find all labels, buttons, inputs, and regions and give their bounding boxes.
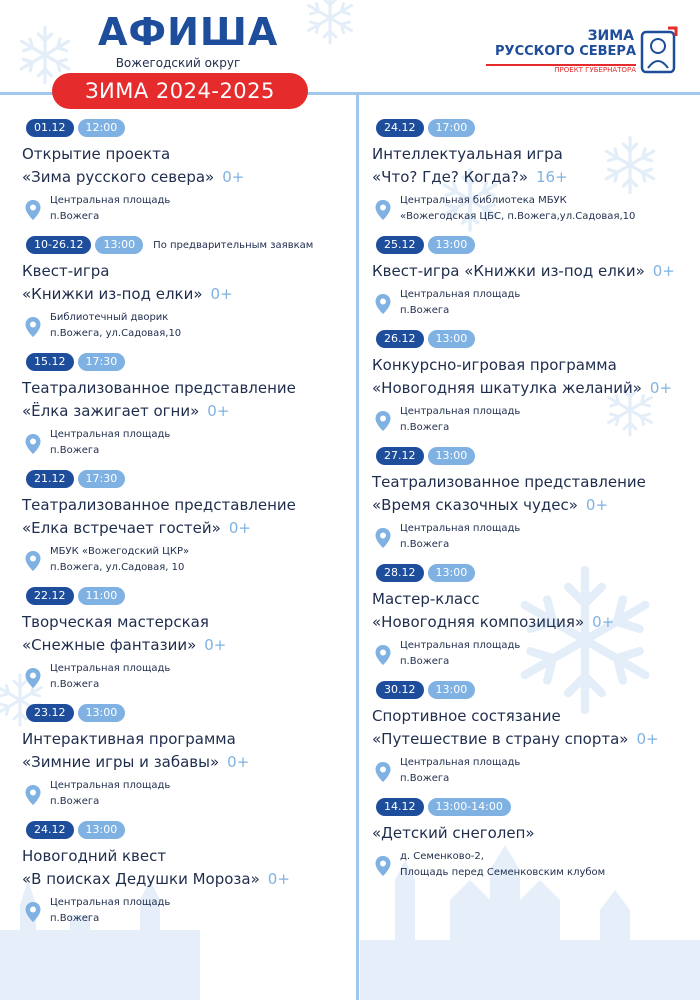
event-name-line — [372, 471, 700, 494]
event-name-text: Новогодний квест — [22, 847, 167, 865]
event-name-line — [372, 166, 700, 189]
event-name-line — [22, 494, 362, 517]
event-name-text: Театрализованное представление — [22, 379, 296, 397]
event-badges — [376, 329, 700, 349]
age-rating: 0+ — [585, 496, 609, 514]
location-pin-icon — [374, 855, 392, 877]
event-date-badge: 21.12 — [26, 470, 74, 488]
location-line: Площадь перед Семенковским клубом — [400, 867, 606, 878]
age-rating: 0+ — [207, 402, 230, 420]
event-name-line — [22, 517, 362, 540]
event-name-text: «Время сказочных чудес» — [372, 496, 578, 514]
event-card — [372, 235, 700, 319]
location-pin-icon — [24, 901, 42, 923]
event-location — [372, 404, 700, 436]
age-rating: 0+ — [267, 870, 290, 888]
event-name — [22, 611, 362, 657]
location-line: Центральная площадь — [400, 640, 521, 651]
location-line: п.Вожега — [50, 679, 100, 690]
event-name-text: «Новогодняя композиция» — [372, 613, 585, 631]
event-name-line — [22, 400, 362, 423]
event-badges — [376, 446, 700, 466]
event-name-text: Творческая мастерская — [22, 613, 209, 631]
location-line: п.Вожега — [50, 445, 100, 456]
event-badges — [26, 703, 362, 723]
age-rating: 0+ — [652, 262, 675, 280]
event-name-line — [22, 728, 362, 751]
event-name-line — [372, 260, 700, 283]
location-line: д. Семенково-2, — [400, 851, 484, 862]
event-badges — [376, 680, 700, 700]
page-subtitle: Вожегодский округ — [115, 56, 241, 70]
age-rating: 0+ — [204, 636, 227, 654]
event-date-badge: 23.12 — [26, 704, 74, 722]
event-name — [22, 377, 362, 423]
event-location — [22, 895, 362, 927]
event-name-line — [22, 634, 362, 657]
event-location — [22, 310, 362, 342]
location-pin-icon — [374, 410, 392, 432]
event-card — [22, 118, 362, 225]
event-time-badge: 17:00 — [428, 119, 476, 137]
event-location — [372, 287, 700, 319]
location-pin-icon — [374, 527, 392, 549]
event-time-badge: 13:00 — [78, 821, 126, 839]
event-name-line — [22, 845, 362, 868]
age-rating: 0+ — [228, 519, 251, 537]
event-name — [22, 728, 362, 774]
location-line: п.Вожега — [50, 796, 100, 807]
location-pin-icon — [24, 199, 42, 221]
age-rating: 0+ — [222, 168, 245, 186]
event-name — [372, 354, 700, 400]
location-line: Центральная площадь — [400, 289, 521, 300]
event-name-text: Конкурсно-игровая программа — [372, 356, 617, 374]
event-location — [22, 661, 362, 693]
event-date-badge: 30.12 — [376, 681, 424, 699]
event-badges — [26, 235, 362, 255]
event-badges — [376, 118, 700, 138]
event-card — [372, 680, 700, 787]
event-badges — [376, 563, 700, 583]
location-line: п.Вожега — [400, 773, 450, 784]
location-pin-icon — [374, 293, 392, 315]
location-pin-icon — [374, 644, 392, 666]
event-card — [22, 235, 362, 342]
event-name — [372, 260, 700, 283]
event-name-text: Спортивное состязание — [372, 707, 561, 725]
age-rating: 0+ — [636, 730, 659, 748]
event-card — [22, 352, 362, 459]
portrait-icon — [638, 26, 678, 74]
event-time-badge: 13:00 — [428, 447, 476, 465]
location-line: п.Вожега — [50, 211, 100, 222]
event-card — [22, 469, 362, 576]
event-name-text: Мастер-класс — [372, 590, 480, 608]
event-name — [372, 471, 700, 517]
location-line: Центральная площадь — [400, 406, 521, 417]
event-time-badge: 11:00 — [78, 587, 126, 605]
age-rating: 0+ — [210, 285, 233, 303]
header — [0, 0, 700, 110]
event-date-badge: 14.12 — [376, 798, 424, 816]
location-line: Библиотечный дворик — [50, 312, 169, 323]
event-location — [372, 638, 700, 670]
age-rating: 16+ — [536, 168, 568, 186]
event-card — [372, 563, 700, 670]
event-time-badge: 17:30 — [78, 353, 126, 371]
event-name — [22, 845, 362, 891]
event-time-badge: 13:00 — [428, 236, 476, 254]
event-location — [22, 778, 362, 810]
location-pin-icon — [24, 667, 42, 689]
location-line: Центральная площадь — [50, 195, 171, 206]
event-badges — [26, 469, 362, 489]
event-card — [372, 329, 700, 436]
event-date-badge: 10-26.12 — [26, 236, 91, 254]
location-line: п.Вожега — [400, 656, 450, 667]
event-name-text: Театрализованное представление — [372, 473, 646, 491]
location-line: Центральная библиотека МБУК — [400, 195, 567, 206]
event-card — [22, 586, 362, 693]
logo-line-1: ЗИМА — [587, 28, 634, 44]
event-badges — [26, 820, 362, 840]
page-title: АФИША — [98, 10, 279, 54]
event-name — [372, 705, 700, 751]
location-line: Центральная площадь — [400, 523, 521, 534]
location-line: п.Вожега, ул.Садовая,10 — [50, 328, 182, 339]
location-pin-icon — [374, 199, 392, 221]
event-name-line — [372, 611, 700, 634]
event-time-badge: 13:00 — [95, 236, 143, 254]
events-column-right — [372, 118, 700, 891]
event-time-badge: 13:00 — [428, 330, 476, 348]
location-pin-icon — [24, 550, 42, 572]
location-line: п.Вожега — [50, 913, 100, 924]
event-location — [22, 427, 362, 459]
event-name-text: «Елка встречает гостей» — [22, 519, 221, 537]
event-date-badge: 25.12 — [376, 236, 424, 254]
event-name — [22, 494, 362, 540]
event-location — [22, 544, 362, 576]
event-date-badge: 28.12 — [376, 564, 424, 582]
event-card — [372, 797, 700, 881]
event-time-badge: 13:00 — [428, 564, 476, 582]
location-pin-icon — [24, 433, 42, 455]
event-name-line — [22, 166, 362, 189]
event-name-text: «Новогодняя шкатулка желаний» — [372, 379, 642, 397]
location-line: Центральная площадь — [50, 897, 171, 908]
event-name-text: Квест-игра «Книжки из-под елки» — [372, 262, 645, 280]
event-name-line — [22, 611, 362, 634]
location-line: Центральная площадь — [400, 757, 521, 768]
event-time-badge: 17:30 — [78, 470, 126, 488]
season-banner: ЗИМА 2024-2025 — [52, 73, 308, 109]
event-time-badge: 13:00 — [78, 704, 126, 722]
event-badges — [26, 352, 362, 372]
event-name-line — [372, 143, 700, 166]
location-pin-icon — [24, 784, 42, 806]
event-time-badge: 13:00 — [428, 681, 476, 699]
event-name-text: Открытие проекта — [22, 145, 171, 163]
location-line: Центральная площадь — [50, 429, 171, 440]
logo-line-2: РУССКОГО СЕВЕРА — [495, 44, 636, 59]
event-card — [372, 446, 700, 553]
event-location — [372, 849, 700, 881]
event-date-badge: 01.12 — [26, 119, 74, 137]
event-card — [372, 118, 700, 225]
location-pin-icon — [24, 316, 42, 338]
event-name-text: «В поисках Дедушки Мороза» — [22, 870, 260, 888]
event-name-text: «Путешествие в страну спорта» — [372, 730, 629, 748]
event-name — [372, 588, 700, 634]
event-name-line — [372, 588, 700, 611]
age-rating: 0+ — [649, 379, 673, 397]
age-rating: 0+ — [592, 613, 615, 631]
event-name-line — [22, 377, 362, 400]
event-name-text: «Детский снеголеп» — [372, 824, 535, 842]
event-badges — [26, 118, 362, 138]
event-name-line — [22, 143, 362, 166]
event-name — [22, 143, 362, 189]
event-card — [22, 703, 362, 810]
event-time-badge: 13:00-14:00 — [428, 798, 511, 816]
event-date-badge: 24.12 — [26, 821, 74, 839]
event-location — [372, 193, 700, 225]
location-line: МБУК «Вожегодский ЦКР» — [50, 546, 190, 557]
event-date-badge: 15.12 — [26, 353, 74, 371]
event-name-text: «Ёлка зажигает огни» — [22, 402, 200, 420]
event-name-line — [22, 868, 362, 891]
event-name-line — [372, 705, 700, 728]
event-date-badge: 26.12 — [376, 330, 424, 348]
event-date-badge: 22.12 — [26, 587, 74, 605]
location-line: Центральная площадь — [50, 780, 171, 791]
event-name-line — [372, 377, 700, 400]
event-badges — [376, 235, 700, 255]
event-note: По предварительным заявкам — [153, 239, 314, 251]
location-line: п.Вожега — [400, 539, 450, 550]
event-location — [22, 193, 362, 225]
event-name-line — [22, 260, 362, 283]
event-name — [22, 260, 362, 306]
event-name-line — [22, 283, 362, 306]
event-card — [22, 820, 362, 927]
event-time-badge: 12:00 — [78, 119, 126, 137]
event-name — [372, 822, 700, 845]
event-name-text: Интерактивная программа — [22, 730, 236, 748]
event-date-badge: 27.12 — [376, 447, 424, 465]
location-line: п.Вожега — [400, 422, 450, 433]
event-name-text: Интеллектуальная игра — [372, 145, 563, 163]
location-line: п.Вожега, ул.Садовая, 10 — [50, 562, 185, 573]
event-name-text: Квест-игра — [22, 262, 110, 280]
event-date-badge: 24.12 — [376, 119, 424, 137]
event-name-text: «Что? Где? Когда?» — [372, 168, 528, 186]
event-name-line — [372, 354, 700, 377]
events-column-left — [22, 118, 362, 937]
project-logo — [484, 26, 684, 76]
event-badges — [26, 586, 362, 606]
event-location — [372, 755, 700, 787]
event-name — [372, 143, 700, 189]
event-location — [372, 521, 700, 553]
event-name-text: «Книжки из-под елки» — [22, 285, 203, 303]
event-name-line — [372, 728, 700, 751]
location-pin-icon — [374, 761, 392, 783]
event-name-line — [372, 822, 700, 845]
logo-line-3: ПРОЕКТ ГУБЕРНАТОРА — [554, 66, 636, 74]
location-line: «Вожегодская ЦБС, п.Вожега,ул.Садовая,10 — [400, 211, 636, 222]
event-badges — [376, 797, 700, 817]
event-name-text: «Зима русского севера» — [22, 168, 215, 186]
location-line: п.Вожега — [400, 305, 450, 316]
location-line: Центральная площадь — [50, 663, 171, 674]
event-name-text: «Снежные фантазии» — [22, 636, 197, 654]
event-name-line — [372, 494, 700, 517]
event-name-text: Театрализованное представление — [22, 496, 296, 514]
event-name-line — [22, 751, 362, 774]
event-name-text: «Зимние игры и забавы» — [22, 753, 220, 771]
age-rating: 0+ — [227, 753, 250, 771]
